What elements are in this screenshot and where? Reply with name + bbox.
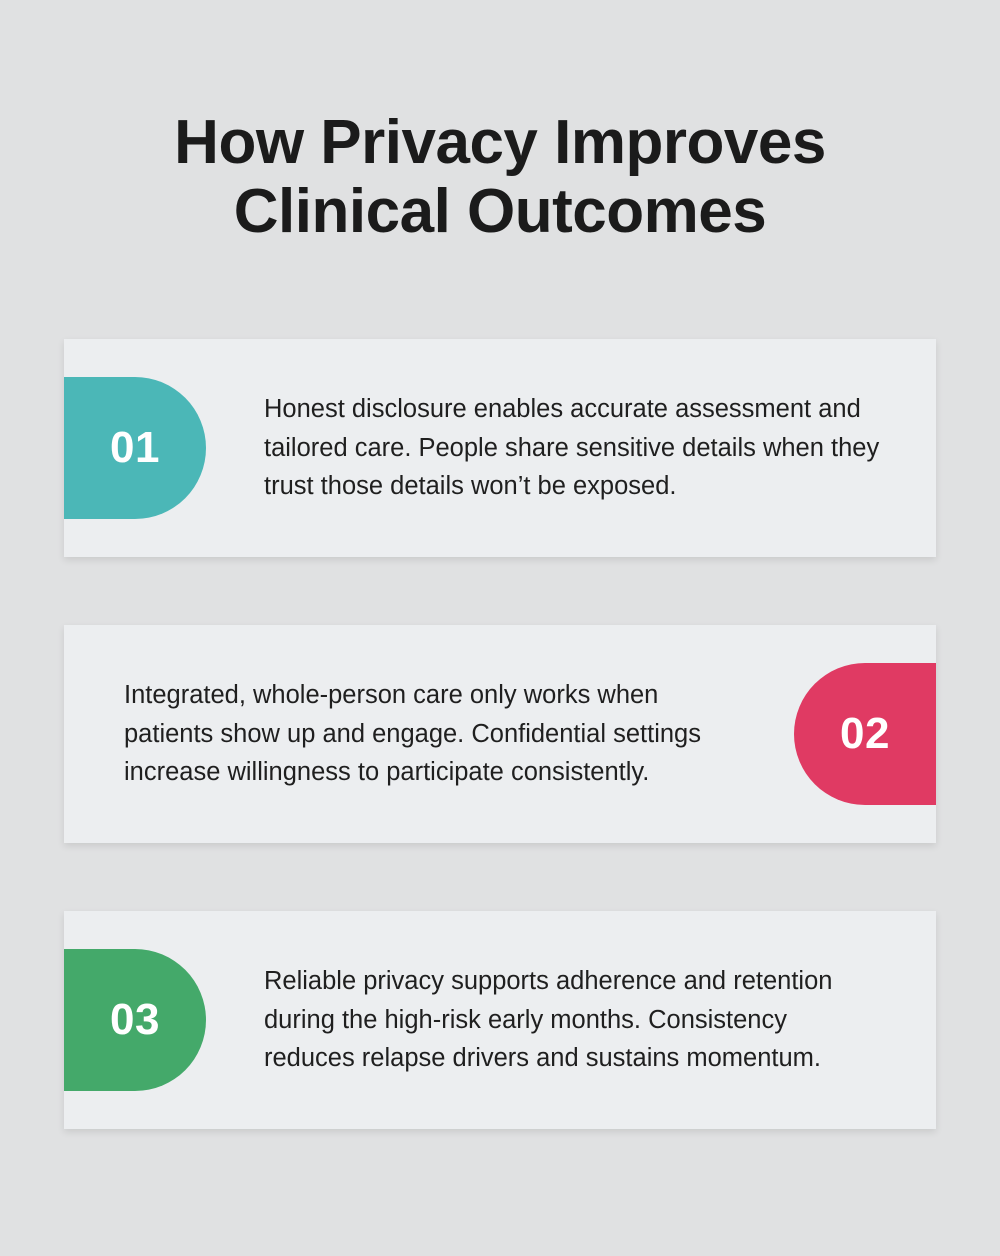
cards-list bbox=[0, 339, 1000, 1129]
list-item bbox=[64, 339, 936, 557]
step-number-badge: 01 bbox=[64, 377, 206, 519]
page-title: How Privacy Improves Clinical Outcomes bbox=[174, 108, 826, 247]
step-number-badge: 02 bbox=[794, 663, 936, 805]
list-item bbox=[64, 911, 936, 1129]
list-item-text: Integrated, whole-person care only works when patients show up and engage. Confidential settings increase willingness to participate consistently. bbox=[124, 680, 701, 787]
list-item-text: Reliable privacy supports adherence and retention during the high-risk early months. Consistency reduces relapse drivers and sustains momentum. bbox=[264, 966, 833, 1073]
list-item-text: Honest disclosure enables accurate assessment and tailored care. People share sensitive details when they trust those details won’t be exposed. bbox=[264, 394, 880, 501]
list-item bbox=[64, 625, 936, 843]
step-number-badge: 03 bbox=[64, 949, 206, 1091]
